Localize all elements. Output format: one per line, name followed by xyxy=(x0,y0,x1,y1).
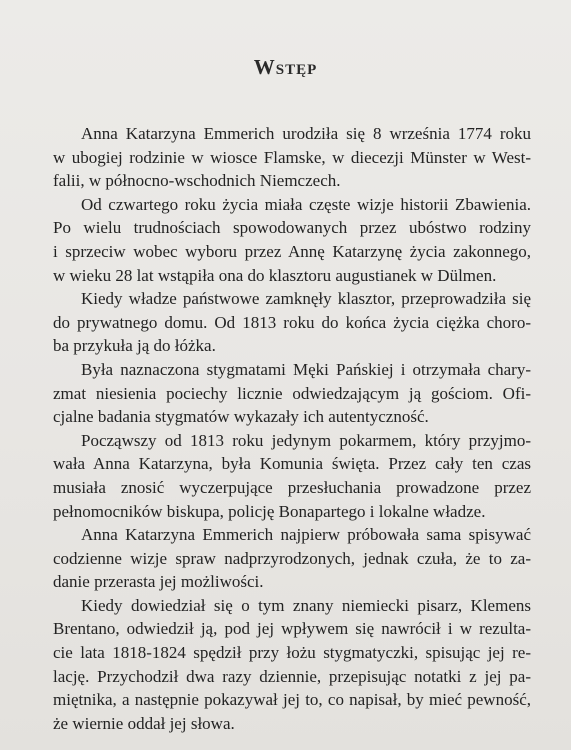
text-line: miętnika, a następnie pokazywał jej to, co napisał, by mieć pewność, xyxy=(53,690,531,710)
paragraph xyxy=(53,429,531,523)
paragraph xyxy=(53,523,531,594)
text-line: wała Anna Katarzyna, była Komunia święta. Przez cały ten czas xyxy=(53,454,531,474)
chapter-title: Wstęp xyxy=(253,55,318,79)
text-line: do prywatnego domu. Od 1813 roku do końca życia ciężka choro- xyxy=(53,312,531,332)
text-line: ba przykuła ją do łóżka. xyxy=(53,336,216,356)
text-line: zmat niesienia pociechy licznie odwiedzającym ją gościom. Ofi- xyxy=(53,383,531,403)
text-line: Po wielu trudnościach spowodowanych przez ubóstwo rodziny xyxy=(53,218,531,238)
text-line: pełnomocników biskupa, policję Bonapartego i lokalne władze. xyxy=(53,501,486,521)
text-line: musiała znosić wyczerpujące przesłuchania prowadzone przez xyxy=(53,477,531,497)
text-line: Od czwartego roku życia miała częste wizje historii Zbawienia. xyxy=(81,194,531,214)
text-line: w wieku 28 lat wstąpiła ona do klasztoru augustianek w Dülmen. xyxy=(53,265,497,285)
text-line: że wiernie oddał jej słowa. xyxy=(53,713,235,733)
text-line: w ubogiej rodzinie w wiosce Flamske, w diecezji Münster w West- xyxy=(53,147,531,167)
text-line: Kiedy dowiedział się o tym znany niemiecki pisarz, Klemens xyxy=(81,595,531,615)
text-line: codzienne wizje spraw nadprzyrodzonych, jednak czuła, że to za- xyxy=(53,548,531,568)
text-line: Anna Katarzyna Emmerich urodziła się 8 września 1774 roku xyxy=(81,124,531,143)
text-line: cjalne badania stygmatów wykazały ich autentyczność. xyxy=(53,407,429,427)
paragraph xyxy=(53,122,531,193)
paragraph xyxy=(53,193,531,287)
paragraph xyxy=(53,594,531,736)
chapter-body xyxy=(53,122,531,735)
paragraph xyxy=(53,358,531,429)
text-line: Kiedy władze państwowe zamknęły klasztor, przeprowadziła się xyxy=(81,289,531,309)
text-line: Anna Katarzyna Emmerich najpierw próbowała sama spisywać xyxy=(81,525,531,545)
paragraph xyxy=(53,287,531,358)
text-line: Począwszy od 1813 roku jedynym pokarmem, który przyjmo- xyxy=(81,430,531,450)
text-line: lację. Przychodził dwa razy dziennie, przepisując notatki z jej pa- xyxy=(53,666,531,686)
text-line: i sprzeciw wobec wyboru przez Annę Katarzynę życia zakonnego, xyxy=(53,241,531,261)
text-line: danie przerasta jej możliwości. xyxy=(53,572,264,592)
text-line: falii, w północno-wschodnich Niemczech. xyxy=(53,171,341,191)
text-line: cie lata 1818-1824 spędził przy łożu stygmatyczki, spisując jej re- xyxy=(53,643,531,663)
text-line: Brentano, odwiedził ją, pod jej wpływem się nawrócił i w rezulta- xyxy=(53,619,531,639)
text-line: Była naznaczona stygmatami Męki Pańskiej i otrzymała chary- xyxy=(81,359,531,379)
